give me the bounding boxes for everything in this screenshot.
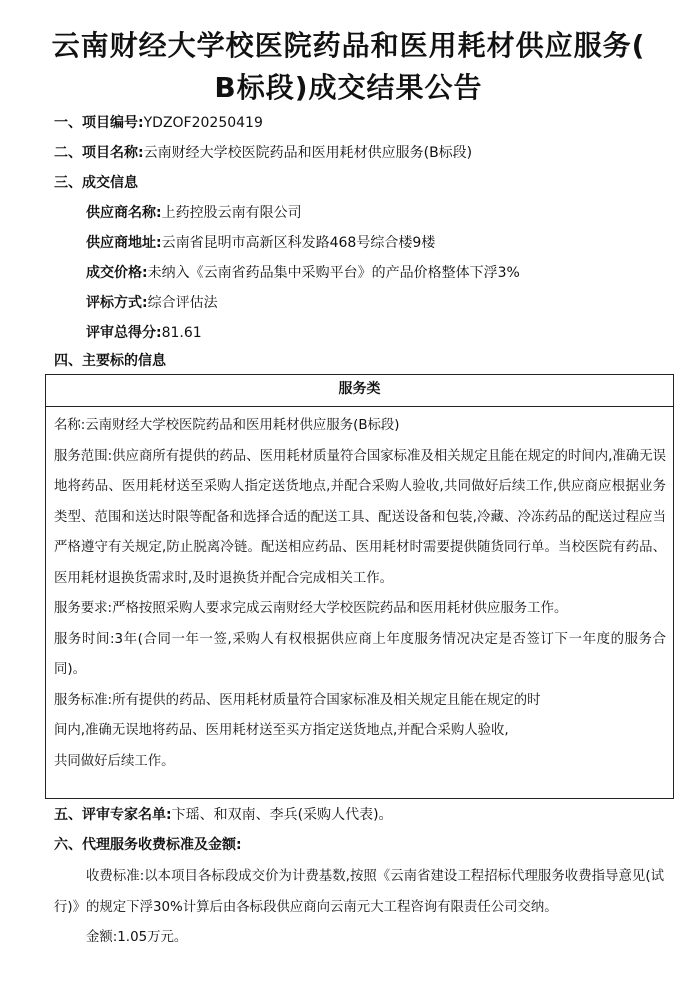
fee-standard: 收费标准:以本项目各标段成交价为计费基数,按照《云南省建设工程招标代理服务收费指导意见(试行)》的规定下浮30%计算后由各标段供应商向云南元大工程咨询有限责任公司交纳。: [54, 869, 664, 915]
evaluation-method-row: [86, 293, 218, 313]
service-standard-line-2: 间内,准确无误地将药品、医用耗材送至买方指定送货地点,并配合采购人验收,: [54, 723, 509, 738]
project-number-value: YDZOF20250419: [143, 115, 263, 131]
table-header: 服务类: [46, 375, 673, 407]
agency-fee-block: [54, 862, 664, 954]
field-value: 综合评估法: [147, 295, 218, 311]
service-scope: 服务范围:供应商所有提供的药品、医用耗材质量符合国家标准及相关规定且能在规定的时间内,准确无误地将药品、医用耗材送至采购人指定送货地点,并配合采购人验收,共同做好后续工作,供应商应根据业务类型、范围和送达时限等配备和选择合适的配送工具、配送设备和包装,冷藏、冷冻药品的配送过程应当严格遵守有关规定,防止脱离冷链。配送相应药品、医用耗材时需要提供随货同行单。当校医院有药品、医用耗材退换货需求时,及时退换货并配合完成相关工作。: [54, 448, 666, 586]
section-heading-deal-info: 三、成交信息: [54, 175, 138, 191]
page-title-line-2: B标段)成交结果公告: [214, 71, 483, 104]
section-heading: 五、评审专家名单:: [54, 807, 172, 823]
item-name: 名称:云南财经大学校医院药品和医用耗材供应服务(B标段): [54, 418, 400, 433]
field-label: 评标方式:: [86, 295, 148, 311]
page-title-line-1: 云南财经大学校医院药品和医用耗材供应服务(: [51, 29, 646, 62]
section-heading: 一、项目编号:: [54, 115, 144, 131]
section-project-number: [54, 113, 263, 133]
deal-price-row: [86, 263, 520, 283]
field-value: 未纳入《云南省药品集中采购平台》的产品价格整体下浮3%: [147, 265, 520, 281]
table-body: [54, 411, 666, 777]
total-score-row: [86, 323, 202, 343]
field-label: 供应商地址:: [86, 235, 162, 251]
field-value: 上药控股云南有限公司: [161, 205, 302, 221]
section-heading-agency-fee: 六、代理服务收费标准及金额:: [54, 837, 242, 853]
section-expert-list: [54, 805, 393, 825]
field-value: 云南省昆明市高新区科发路468号综合楼9楼: [161, 235, 436, 251]
fee-amount: 金额:1.05万元。: [86, 930, 188, 945]
section-heading-main-items: 四、主要标的信息: [54, 353, 166, 369]
expert-list-value: 卞瑶、和双南、李兵(采购人代表)。: [171, 807, 393, 823]
field-label: 评审总得分:: [86, 325, 162, 341]
field-value: 81.61: [161, 325, 202, 341]
field-label: 供应商名称:: [86, 205, 162, 221]
project-name-value: 云南财经大学校医院药品和医用耗材供应服务(B标段): [143, 145, 473, 161]
section-heading: 二、项目名称:: [54, 145, 144, 161]
section-project-name: [54, 143, 472, 163]
service-requirement: 服务要求:严格按照采购人要求完成云南财经大学校医院药品和医用耗材供应服务工作。: [54, 601, 568, 616]
service-standard-line-1: 服务标准:所有提供的药品、医用耗材质量符合国家标准及相关规定且能在规定的时: [54, 692, 541, 708]
service-standard-line-3: 共同做好后续工作。: [54, 753, 175, 769]
main-items-table: [45, 374, 674, 799]
service-time: 服务时间:3年(合同一年一签,采购人有权根据供应商上年度服务情况决定是否签订下一年度的服务合同)。: [54, 631, 666, 677]
supplier-name-row: [86, 203, 302, 223]
supplier-address-row: [86, 233, 435, 253]
field-label: 成交价格:: [86, 265, 148, 281]
